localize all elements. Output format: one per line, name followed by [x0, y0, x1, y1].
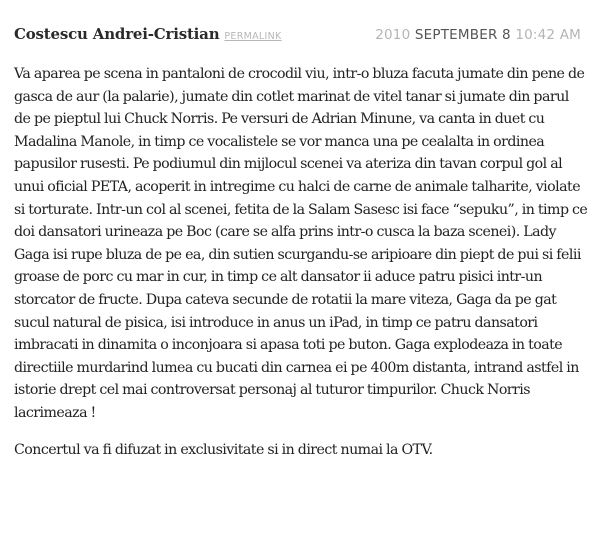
date-year: 2010 [375, 27, 411, 43]
date-month-day: SEPTEMBER 8 [414, 27, 511, 43]
permalink-link[interactable]: PERMALINK [224, 31, 282, 42]
comment-author: Costescu Andrei-Cristian [14, 25, 220, 43]
author-block [14, 25, 282, 43]
date-time: 10:42 AM [515, 27, 581, 43]
comment-body [14, 63, 588, 461]
comment-paragraph: Concertul va fi difuzat in exclusivitate si in direct numai la OTV. [14, 441, 433, 458]
comment-header [14, 25, 581, 47]
comment-date [375, 27, 581, 43]
comment-paragraph: Va aparea pe scena in pantaloni de crocodil viu, intr-o bluza facuta jumate din pene de gasca de aur (la palarie), jumate din cotlet marinat de vitel tanar si jumate din parul de pe pieptul lui Chuck Norris. Pe versuri de Adrian Minune, va canta in duet cu Madalina Manole, in timp ce vocalistele se vor manca una pe cealalta in ordinea papusilor rusesti. Pe podiumul din mijlocul scenei va ateriza din tavan corpul gol al unui oficial PETA, acoperit in intregime cu halci de carne de animale talharite, violate si torturate. Intr-un col al scenei, fetita de la Salam Sasesc isi face “sepuku”, in timp ce doi dansatori urineaza pe Boc (care se alfa prins intr-o cusca la baza scenei). Lady Gaga isi rupe bluza de pe ea, din sutien scurgandu-se aripioare din piept de pui si felii groase de porc cu mar in cur, in timp ce alt dansator ii aduce patru pisici intr-un storcator de fructe. Dupa cateva secunde de rotatii la mare viteza, Gaga da pe gat sucul natural de pisica, isi introduce in anus un iPad, in timp ce patru dansatori imbracati in dinamita o inconjoara si apasa toti pe buton. Gaga explodeaza in toate directiile murdarind lumea cu bucati din carnea ei pe 400m distanta, intrand astfel in istorie drept cel mai controversat personaj al tuturor timpurilor. Chuck Norris lacrimeaza ! [14, 66, 588, 421]
